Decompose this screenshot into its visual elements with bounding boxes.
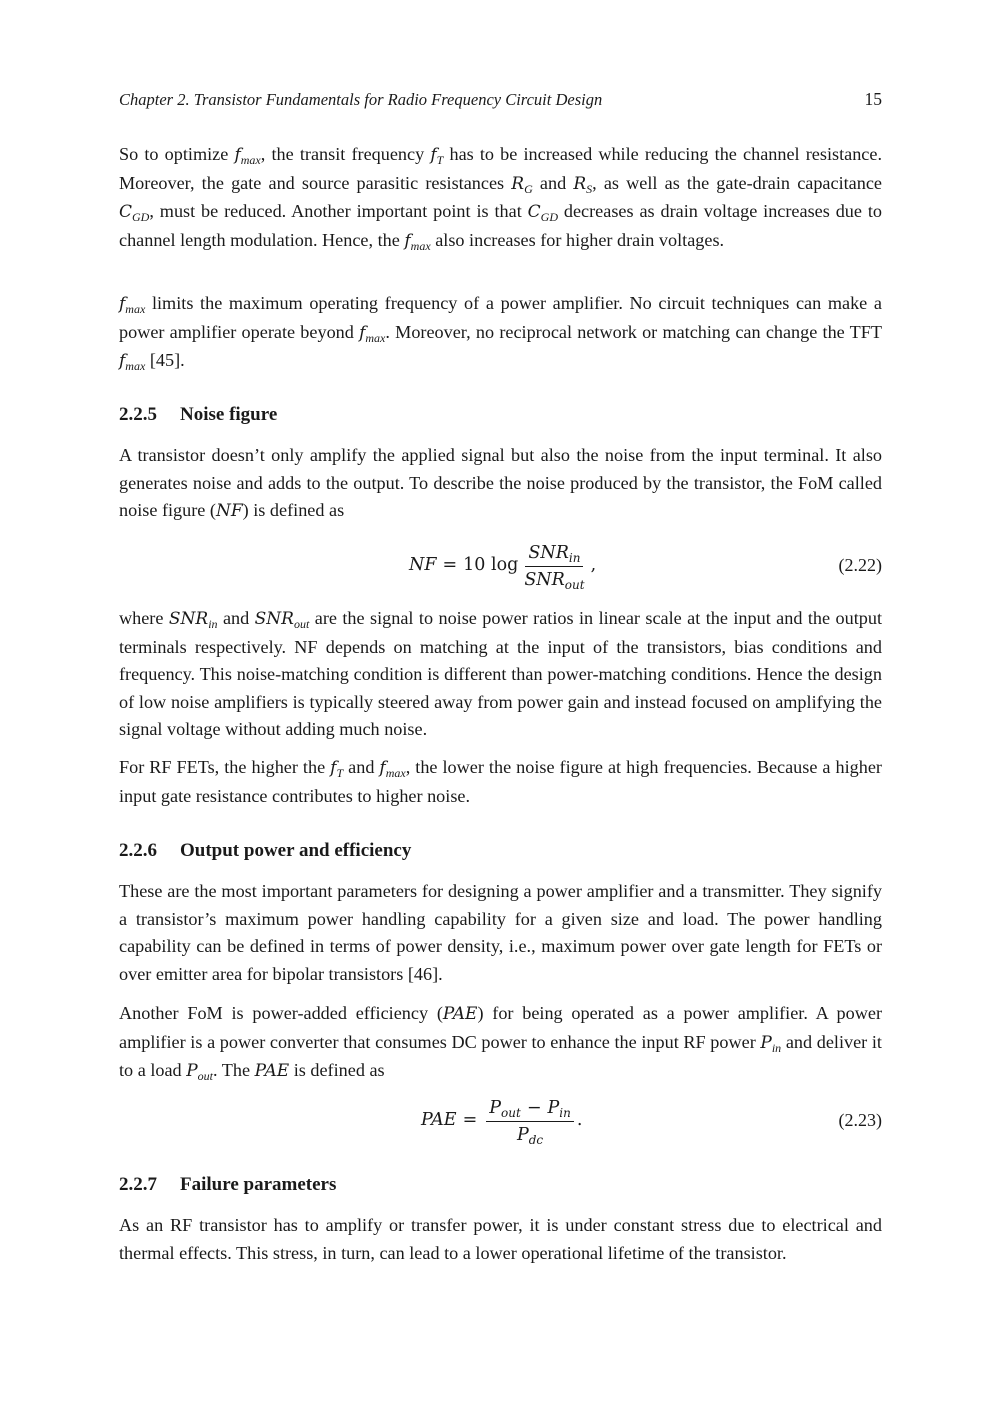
running-header xyxy=(119,86,882,114)
equation-2-23: PAE = $\frac{P_{out} - P_{in}}{P_{dc}}$ . (2.23) xyxy=(421,1097,882,1147)
section-heading-output-power: 2.2.6 Output power and efficiency xyxy=(119,840,412,861)
section-heading-noise-figure: 2.2.5 Noise figure xyxy=(119,404,278,425)
paragraph-failure-intro: As an RF transistor has to amplify or transfer power, it is under constant stress due to electrical and thermal effects. This stress, in turn, can lead to a lower operational lifetime of the transistor. xyxy=(119,1215,882,1263)
equation-number: (2.22) xyxy=(838,555,882,575)
section-heading-failure-parameters: 2.2.7 Failure parameters xyxy=(119,1174,337,1195)
paragraph-fmax-optimization: So to optimize $f_{max}$, the transit frequency $f_T$ has to be increased while reducing the channel resistance. Moreover, the gate and source parasitic resistances $R_G$ and $R_S$, as well as the gate-drain capacitance $C_{GD}$, must be reduced. Another important point is that $C_{GD}$ decreases as drain voltage increases due to channel length modulation. Hence, the $f_{max}$ also increases for higher drain voltages. xyxy=(119,144,882,253)
equation-number: (2.23) xyxy=(838,1110,882,1130)
equation-2-22: NF = 10 log $\frac{SNR_{in}}{SNR_{out}}$ , (2.22) xyxy=(409,542,882,592)
paragraph-snr-definition: where $SNR_{in}$ and $SNR_{out}$ are the signal to noise power ratios in linear scale at the input and the output terminals respectively. NF depends on matching at the input of the transistors, bias conditions and frequency. This noise-matching condition is different than power-matching conditions. Hence the design of low noise amplifiers is typically steered away from power gain and instead focused on amplifying the signal voltage without adding much noise. xyxy=(119,608,882,740)
paragraph-pae-intro: Another FoM is power-added efficiency (PAE) for being operated as a power amplifier. A power amplifier is a power converter that consumes DC power to enhance the input RF power $P_{in}$ and deliver it to a load $P_{out}$. The PAE is defined as xyxy=(119,1003,882,1084)
paragraph-rf-fets-noise: For RF FETs, the higher the $f_T$ and $f_{max}$, the lower the noise figure at high frequencies. Because a higher input gate resistance contributes to higher noise. xyxy=(119,757,882,806)
paragraph-noise-intro: A transistor doesn’t only amplify the applied signal but also the noise from the input terminal. It also generates noise and adds to the output. To describe the noise produced by the transistor, the FoM called noise figure (NF) is defined as xyxy=(119,445,882,522)
running-title: Chapter 2. Transistor Fundamentals for Radio Frequency Circuit Design xyxy=(119,90,603,109)
paragraph-power-parameters: These are the most important parameters for designing a power amplifier and a transmitter. They signify a transistor’s maximum power handling capability for a given size and load. The power handling capability can be defined in terms of power density, i.e., maximum power over gate length for FETs or over emitter area for bipolar transistors [46]. xyxy=(119,881,882,984)
page-number: 15 xyxy=(864,89,882,109)
paragraph-fmax-limits: $f_{max}$ limits the maximum operating frequency of a power amplifier. No circuit techniques can make a power amplifier operate beyond $f_{max}$. Moreover, no reciprocal network or matching can change the TFT $f_{max}$ [45]. xyxy=(119,293,882,374)
